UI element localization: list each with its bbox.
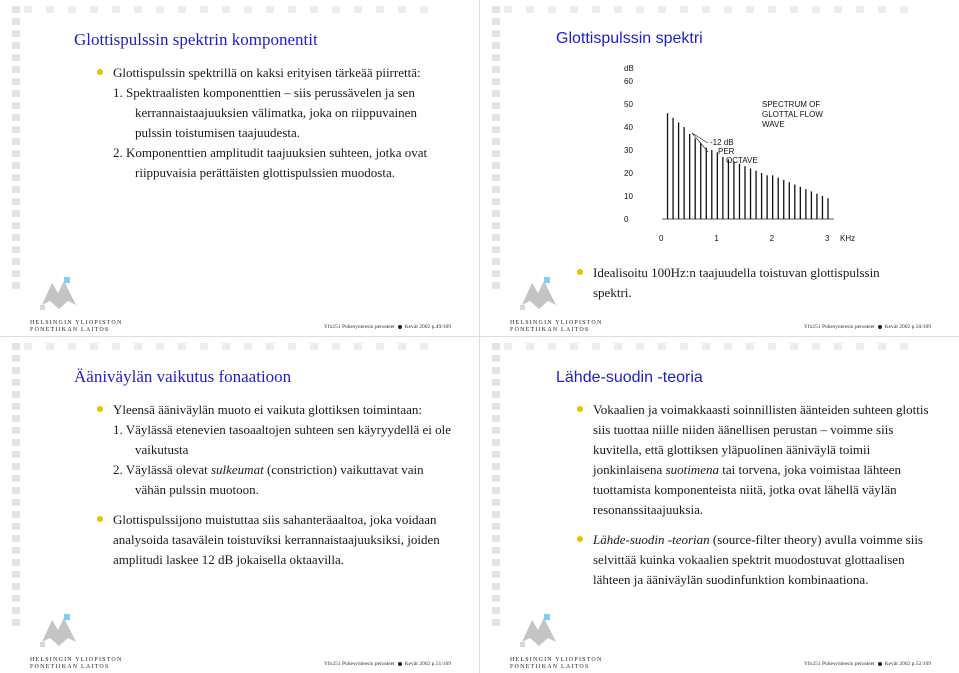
bullet-item: Idealisoitu 100Hz:n taajuudella toistuvan glottispulssin spektri. xyxy=(577,263,907,303)
bullet-item xyxy=(577,400,937,520)
university-line-1: HELSINGIN YLIOPISTON xyxy=(30,657,123,663)
university-line-1: HELSINGIN YLIOPISTON xyxy=(510,657,603,663)
chart-title-line-3: WAVE xyxy=(762,120,785,129)
footer-course: Yfo251 xyxy=(803,661,821,667)
y-tick-label: 40 xyxy=(624,123,633,132)
decor-square-row xyxy=(24,343,442,350)
university-line-2: FONETIIKAN LAITOS xyxy=(510,327,590,333)
footer-page-number: p.51/109 xyxy=(431,661,451,667)
numbered-item-2 xyxy=(97,460,457,500)
university-line-1: HELSINGIN YLIOPISTON xyxy=(30,320,123,326)
university-line-2: FONETIIKAN LAITOS xyxy=(30,327,110,333)
bullet-text: Vokaalien ja voimakkaasti soinnillisten äänteiden suhteen glottis siis tuottaa niille niiden äänellisen perustan – voimme siis kuvitella, että glottiksen yläpuolinen ääniväylä toimii jonkinlaisena xyxy=(593,402,929,477)
annotation-pointer-1 xyxy=(692,133,708,143)
footer-term: Kevät 2002 xyxy=(404,324,431,330)
item-number: 2. xyxy=(113,145,123,160)
item-emphasis: sulkeumat xyxy=(210,462,264,477)
spectrum-chart xyxy=(610,57,860,247)
bullet-emphasis: suotimena xyxy=(665,462,720,477)
footer-subject: Puhesynteesin perusteet xyxy=(822,661,875,667)
university-logo-icon xyxy=(34,612,84,652)
decor-square-strip xyxy=(12,343,22,631)
item-number: 2. xyxy=(113,462,123,477)
item-text: Väylässä olevat xyxy=(125,462,208,477)
footer-course: Yfo251 xyxy=(323,661,341,667)
item-text: Spektraalisten komponenttien – siis perussävelen ja sen kerrannaistaajuuksien välimatka, joka on riippuvainen pulssin toistumisen taajuudesta. xyxy=(126,85,417,140)
decor-square-row xyxy=(24,6,442,13)
x-unit-label: KHz xyxy=(840,234,856,243)
slide-title: Ääniväylän vaikutus fonaatioon xyxy=(74,367,292,386)
footer-subject: Puhesynteesin perusteet xyxy=(822,324,875,330)
y-tick-label: 50 xyxy=(624,100,633,109)
numbered-item-1 xyxy=(97,420,457,460)
x-tick-label: 3 xyxy=(825,234,830,243)
numbered-item-1 xyxy=(97,83,457,143)
bullet-item: Glottispulssijono muistuttaa siis sahanteräaaltoa, joka voidaan analysoida tasavälein toistuviksi kerrannaistaajuuksiksi, joiden amplitudi laskee 12 dB jokaisella oktaavilla. xyxy=(97,510,457,570)
decor-square-strip xyxy=(492,6,502,294)
bullet-item xyxy=(577,530,937,590)
slide-footer xyxy=(804,661,931,667)
footer-course: Yfo251 xyxy=(803,324,821,330)
annotation-line-1: -12 dB xyxy=(710,138,734,147)
bullet-item: Yleensä ääniväylän muoto ei vaikuta glottiksen toimintaan: xyxy=(97,400,457,420)
numbered-item-2 xyxy=(97,143,457,183)
slide-footer xyxy=(324,661,451,667)
footer-term: Kevät 2002 xyxy=(884,661,911,667)
bullet-item: Glottispulssin spektrillä on kaksi erityisen tärkeää piirrettä: xyxy=(97,63,457,83)
footer-subject: Puhesynteesin perusteet xyxy=(342,324,395,330)
item-text: Komponenttien amplitudit taajuuksien suhteen, jotka ovat riippuvaisia perättäisten glottispulssien muodosta. xyxy=(126,145,428,180)
slide-title: Glottispulssin spektrin komponentit xyxy=(74,30,318,49)
annotation-line-3: OCTAVE xyxy=(726,156,758,165)
footer-page-number: p.50/109 xyxy=(911,324,931,330)
y-tick-label: 30 xyxy=(624,146,633,155)
footer-dot-icon xyxy=(398,325,402,329)
y-tick-label: 0 xyxy=(624,215,629,224)
footer-subject: Puhesynteesin perusteet xyxy=(342,661,395,667)
bullet-text: (source-filter theory) avulla voimme siis selvittää kuinka vokaalien spektrit muodostuvat glottaalisen lähteen ja ääniväylän suodinfunktion kombinaationa. xyxy=(593,532,923,587)
footer-dot-icon xyxy=(878,325,882,329)
x-tick-label: 0 xyxy=(659,234,664,243)
university-logo-icon xyxy=(514,275,564,315)
slide-content xyxy=(97,63,457,183)
y-tick-label: 20 xyxy=(624,169,633,178)
chart-title-line-1: SPECTRUM OF xyxy=(762,100,821,109)
footer-term: Kevät 2002 xyxy=(404,661,431,667)
y-tick-label: 10 xyxy=(624,192,633,201)
university-name xyxy=(30,657,123,671)
decor-square-strip xyxy=(492,343,502,631)
item-number: 1. xyxy=(113,422,123,437)
footer-term: Kevät 2002 xyxy=(884,324,911,330)
footer-page-number: p.49/109 xyxy=(431,324,451,330)
item-text: (constriction) vaikuttavat vain vähän pulssin muotoon. xyxy=(135,462,424,497)
decor-square-row xyxy=(504,6,922,13)
annotation-line-2: PER xyxy=(718,147,735,156)
slide-51 xyxy=(0,337,479,673)
footer-page-number: p.52/109 xyxy=(911,661,931,667)
university-name xyxy=(510,320,603,334)
y-tick-label: 60 xyxy=(624,77,633,86)
slide-footer xyxy=(804,324,931,330)
university-line-1: HELSINGIN YLIOPISTON xyxy=(510,320,603,326)
university-line-2: FONETIIKAN LAITOS xyxy=(30,664,110,670)
item-text: Väylässä etenevien tasoaaltojen suhteen sen käyryydellä ei ole vaikutusta xyxy=(125,422,452,457)
slide-content xyxy=(577,263,907,303)
footer-dot-icon xyxy=(398,662,402,666)
bullet-text: tai torvena, joka voimistaa lähteen tuottamista komponenteista niitä, jotka ovat lähellä väylän resonanssitaajuuksia. xyxy=(593,462,901,517)
bullet-emphasis: Lähde-suodin -teorian xyxy=(593,532,710,547)
y-axis-label: dB xyxy=(624,64,634,73)
university-logo-icon xyxy=(34,275,84,315)
chart-title-line-2: GLOTTAL FLOW xyxy=(762,110,823,119)
university-name xyxy=(510,657,603,671)
item-number: 1. xyxy=(113,85,123,100)
footer-dot-icon xyxy=(878,662,882,666)
x-tick-label: 1 xyxy=(714,234,719,243)
slide-content xyxy=(577,400,937,590)
footer-course: Yfo251 xyxy=(323,324,341,330)
x-tick-label: 2 xyxy=(769,234,775,243)
slide-title: Glottispulssin spektri xyxy=(556,30,703,47)
decor-square-row xyxy=(504,343,922,350)
slide-52 xyxy=(480,337,959,673)
slide-50 xyxy=(480,0,959,336)
university-logo-icon xyxy=(514,612,564,652)
university-name xyxy=(30,320,123,334)
slide-title: Lähde-suodin -teoria xyxy=(556,369,703,386)
slide-49 xyxy=(0,0,479,336)
decor-square-strip xyxy=(12,6,22,294)
slide-footer xyxy=(324,324,451,330)
slide-content xyxy=(97,400,457,570)
annotation-pointer-2 xyxy=(692,133,708,152)
university-line-2: FONETIIKAN LAITOS xyxy=(510,664,590,670)
